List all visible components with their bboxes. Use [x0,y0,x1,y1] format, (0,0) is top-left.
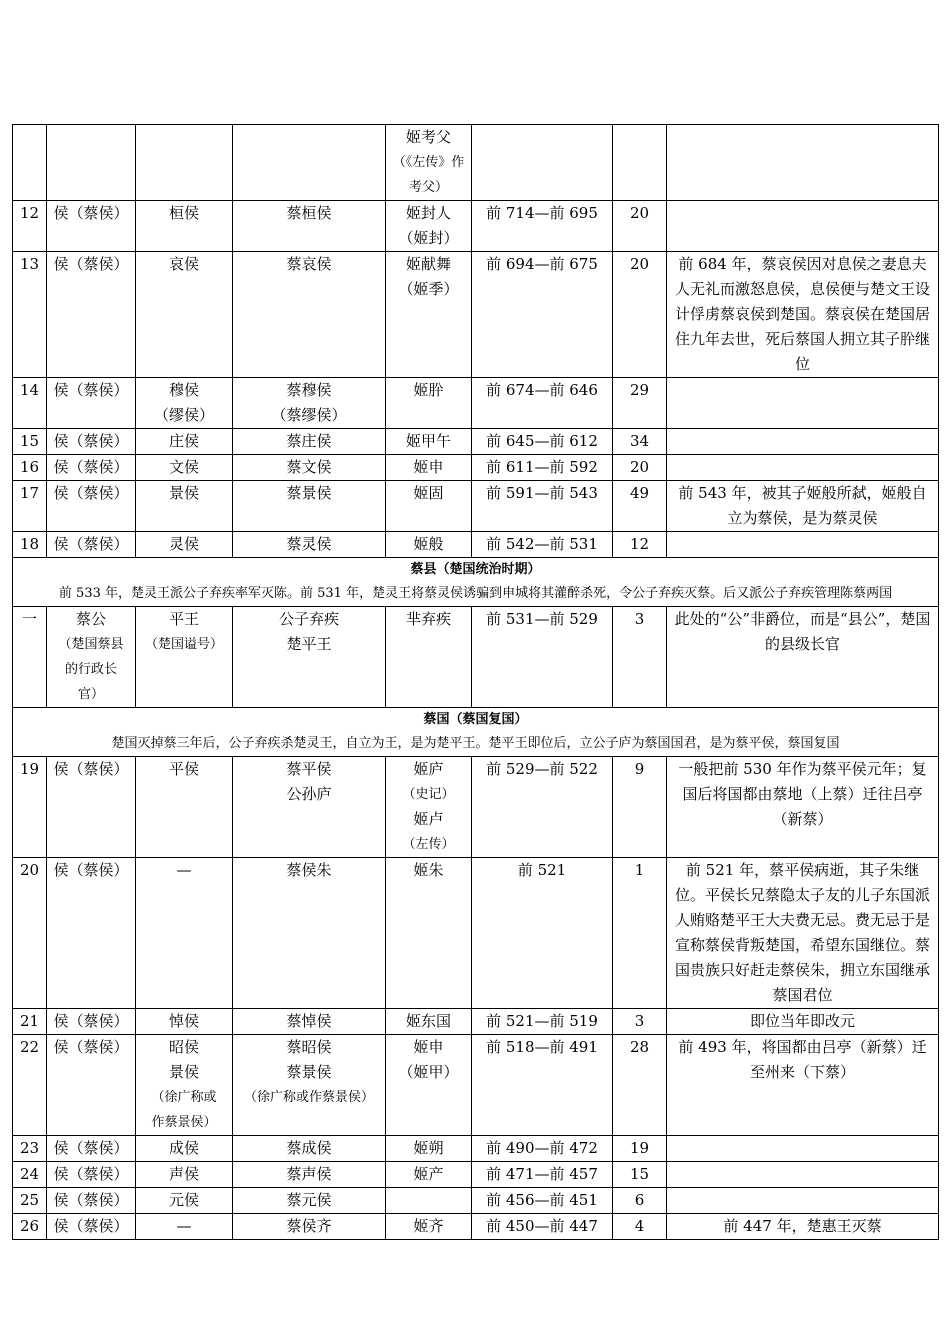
name-text: 蔡桓侯 [286,204,332,222]
cell-number: 20 [13,858,47,1009]
cell-notes [667,125,939,201]
table-row [13,201,939,252]
title-text: 蔡公 [75,610,106,628]
cell-notes: 前 493 年，将国都由吕亭（新蔡）迁至州来（下蔡） [667,1035,939,1136]
surname-note: 考父） [408,180,448,195]
cell-posthumous [136,1035,233,1136]
cell-notes: 前 521 年，蔡平侯病逝，其子朱继位。平侯长兄蔡隐太子友的儿子东国派人贿赂楚平王大夫费无忌。费无忌于是宣称蔡侯背叛楚国，希望东国继位。蔡国贵族只好赶走蔡侯朱，拥立东国继承蔡国君位 [667,858,939,1009]
rulers-table [12,124,939,1240]
cell-years: 6 [613,1188,667,1214]
cell-title: 侯（蔡侯） [47,1009,136,1035]
table-row [13,1136,939,1162]
cell-notes [667,201,939,252]
cell-years: 29 [613,378,667,429]
cell-number [13,125,47,201]
posthumous-note: 作蔡景侯） [151,1115,217,1130]
cell-reign: 前 694—前 675 [472,252,613,378]
section-restored [13,708,939,757]
cell-notes: 此处的“公”非爵位，而是“县公”，楚国的县级长官 [667,607,939,708]
cell-reign: 前 714—前 695 [472,201,613,252]
cell-number: 14 [13,378,47,429]
cell-name [233,252,386,378]
name-text: 蔡侯朱 [286,861,332,879]
surname-text: 姬朱 [413,861,444,879]
surname-text: 姬产 [413,1165,444,1183]
cell-surname [386,1136,472,1162]
cell-reign: 前 674—前 646 [472,378,613,429]
posthumous-text: 声侯 [168,1165,199,1183]
cell-years: 19 [613,1136,667,1162]
posthumous-text: 桓侯 [168,204,199,222]
table-row [13,607,939,708]
cell-reign [472,125,613,201]
cell-name [233,481,386,532]
section-description: 前 533 年，楚灵王派公子弃疾率军灭陈。前 531 年，楚灵王将蔡灵侯诱骗到申城将其灌醉杀死，令公子弃疾灭蔡。后又派公子弃疾管理陈蔡两国 [58,586,893,601]
cell-name [233,1035,386,1136]
cell-reign: 前 521—前 519 [472,1009,613,1035]
surname-note: （《左传》作 [392,155,465,170]
table-body-early [13,125,939,558]
cell-number: 22 [13,1035,47,1136]
posthumous-text: 成侯 [168,1139,199,1157]
cell-years: 12 [613,532,667,558]
cell-notes [667,532,939,558]
cell-reign: 前 471—前 457 [472,1162,613,1188]
name-text: 蔡侯齐 [286,1217,332,1235]
posthumous-text: 元侯 [168,1191,199,1209]
name-text: 蔡元侯 [286,1191,332,1209]
title-note: （楚国蔡县 [58,637,124,652]
cell-years: 3 [613,1009,667,1035]
name-text: 蔡文侯 [286,458,332,476]
table-row [13,455,939,481]
surname-text: 姬肸 [413,381,444,399]
surname-text: 姬卢 [413,810,444,828]
cell-title: 侯（蔡侯） [47,429,136,455]
name-text: 蔡庄侯 [286,432,332,450]
section-title: 蔡县（楚国统治时期） [410,562,541,577]
cell-name [233,532,386,558]
name-text: 蔡景侯 [286,1063,332,1081]
cell-years: 4 [613,1214,667,1240]
cell-surname [386,1035,472,1136]
cell-surname [386,757,472,858]
posthumous-text: 景侯 [168,1063,199,1081]
cell-notes [667,1188,939,1214]
cell-reign: 前 521 [472,858,613,1009]
cell-reign: 前 450—前 447 [472,1214,613,1240]
posthumous-note: （楚国谥号） [144,637,223,652]
table-row [13,1188,939,1214]
cell-surname [386,1009,472,1035]
cell-name [233,1162,386,1188]
section-description: 楚国灭掉蔡三年后，公子弃疾杀楚灵王，自立为王，是为楚平王。楚平王即位后，立公子庐为蔡国国君，是为蔡平侯，蔡国复国 [111,736,840,751]
surname-note: （史记） [402,787,455,802]
cell-years [613,125,667,201]
cell-name [233,607,386,708]
title-note: 官） [77,687,104,702]
cell-notes [667,455,939,481]
cell-notes: 前 447 年，楚惠王灭蔡 [667,1214,939,1240]
cell-years: 15 [613,1162,667,1188]
name-text: 蔡悼侯 [286,1012,332,1030]
name-text: 蔡穆侯 [286,381,332,399]
surname-text: 姬申 [413,458,444,476]
posthumous-note: （徐广称或 [151,1090,217,1105]
name-text: 公孙庐 [286,785,332,803]
cell-notes: 一般把前 530 年作为蔡平侯元年；复国后将国都由蔡地（上蔡）迁往吕亭（新蔡） [667,757,939,858]
name-text: 蔡昭侯 [286,1038,332,1056]
cell-number: 19 [13,757,47,858]
cell-surname [386,378,472,429]
table-row [13,1035,939,1136]
name-text: 蔡灵侯 [286,535,332,553]
cell-name [233,1136,386,1162]
surname-text: （姬甲） [398,1063,459,1081]
posthumous-text: 悼侯 [168,1012,199,1030]
section-header-restored [13,708,939,757]
posthumous-text: 穆侯 [168,381,199,399]
name-note: （徐广称或作蔡景侯） [243,1090,374,1105]
cell-title: 侯（蔡侯） [47,481,136,532]
cell-posthumous [136,429,233,455]
cell-title: 侯（蔡侯） [47,252,136,378]
cell-name [233,455,386,481]
cell-years: 20 [613,455,667,481]
cell-title: 侯（蔡侯） [47,378,136,429]
surname-text: （姬季） [398,280,459,298]
table-row [13,252,939,378]
surname-text: 姬封人 [405,204,451,222]
cell-years: 1 [613,858,667,1009]
cell-surname [386,532,472,558]
name-text: 蔡景侯 [286,484,332,502]
name-text: 蔡平侯 [286,760,332,778]
cell-posthumous [136,607,233,708]
table-row [13,481,939,532]
cell-years: 9 [613,757,667,858]
posthumous-text: 灵侯 [168,535,199,553]
cell-posthumous [136,858,233,1009]
surname-text: 姬齐 [413,1217,444,1235]
cell-years: 34 [613,429,667,455]
table-row [13,378,939,429]
cell-title: 侯（蔡侯） [47,858,136,1009]
cell-number: 21 [13,1009,47,1035]
cell-notes: 即位当年即改元 [667,1009,939,1035]
cell-number: 12 [13,201,47,252]
surname-text: 姬庐 [413,760,444,778]
cell-title [47,125,136,201]
posthumous-text: 平王 [168,610,199,628]
name-text: 蔡哀侯 [286,255,332,273]
cell-years: 20 [613,252,667,378]
surname-note: （左传） [402,837,455,852]
cell-surname: 芈弃疾 [386,607,472,708]
table-row [13,532,939,558]
cell-posthumous [136,532,233,558]
posthumous-text: 昭侯 [168,1038,199,1056]
posthumous-text: （缪侯） [153,406,214,424]
cell-reign: 前 645—前 612 [472,429,613,455]
cell-title: 侯（蔡侯） [47,1188,136,1214]
posthumous-text: 景侯 [168,484,199,502]
cell-posthumous [136,125,233,201]
table-row [13,858,939,1009]
cell-name [233,858,386,1009]
posthumous-text: — [176,861,192,879]
cell-reign: 前 542—前 531 [472,532,613,558]
cell-name [233,201,386,252]
cell-name [233,1214,386,1240]
section-county [13,558,939,708]
title-note: 的行政长 [64,662,117,677]
cell-title [47,607,136,708]
cell-number: 25 [13,1188,47,1214]
cell-notes [667,378,939,429]
posthumous-text: 庄侯 [168,432,199,450]
surname-text: 姬申 [413,1038,444,1056]
name-text: （蔡缪侯） [271,406,347,424]
cell-reign: 前 591—前 543 [472,481,613,532]
cell-posthumous [136,757,233,858]
name-text: 蔡成侯 [286,1139,332,1157]
cell-notes [667,429,939,455]
cell-surname [386,1162,472,1188]
cell-posthumous [136,378,233,429]
cell-surname [386,1214,472,1240]
surname-text: 姬献舞 [405,255,451,273]
surname-text: （姬封） [398,229,459,247]
cell-number: 26 [13,1214,47,1240]
cell-surname [386,125,472,201]
cell-reign: 前 456—前 451 [472,1188,613,1214]
cell-name [233,757,386,858]
cell-posthumous [136,201,233,252]
cell-number: 18 [13,532,47,558]
section-title: 蔡国（蔡国复国） [423,712,528,727]
cell-years: 28 [613,1035,667,1136]
cell-posthumous [136,455,233,481]
cell-notes [667,1136,939,1162]
cell-name [233,1009,386,1035]
name-text: 公子弃疾 [278,610,339,628]
cell-reign: 前 611—前 592 [472,455,613,481]
cell-title: 侯（蔡侯） [47,532,136,558]
surname-text: 姬般 [413,535,444,553]
posthumous-text: 文侯 [168,458,199,476]
cell-reign: 前 490—前 472 [472,1136,613,1162]
cell-posthumous [136,1136,233,1162]
cell-years: 49 [613,481,667,532]
name-text: 楚平王 [286,635,332,653]
cell-title: 侯（蔡侯） [47,1162,136,1188]
cell-number: 15 [13,429,47,455]
cell-notes: 前 543 年，被其子姬般所弑，姬般自立为蔡侯，是为蔡灵侯 [667,481,939,532]
cell-posthumous [136,481,233,532]
cell-title: 侯（蔡侯） [47,1214,136,1240]
posthumous-text: 平侯 [168,760,199,778]
cell-name [233,125,386,201]
cell-title: 侯（蔡侯） [47,757,136,858]
cell-surname [386,429,472,455]
table-row [13,125,939,201]
cell-name [233,378,386,429]
cell-number: 一 [13,607,47,708]
cell-title: 侯（蔡侯） [47,201,136,252]
cell-title: 侯（蔡侯） [47,1136,136,1162]
cell-surname [386,481,472,532]
posthumous-text: 哀侯 [168,255,199,273]
cell-surname [386,252,472,378]
surname-text: 姬考父 [405,128,451,146]
cell-number: 13 [13,252,47,378]
cell-name [233,429,386,455]
cell-posthumous [136,1214,233,1240]
cell-number: 17 [13,481,47,532]
cell-years: 3 [613,607,667,708]
table-row [13,1214,939,1240]
cell-title: 侯（蔡侯） [47,455,136,481]
cell-surname [386,1188,472,1214]
cell-reign: 前 529—前 522 [472,757,613,858]
table-body-late [13,757,939,1240]
cell-title: 侯（蔡侯） [47,1035,136,1136]
table-row [13,1009,939,1035]
surname-text: 姬朔 [413,1139,444,1157]
table-row [13,757,939,858]
cell-posthumous [136,1188,233,1214]
section-header-county [13,558,939,607]
cell-surname [386,201,472,252]
cell-surname [386,858,472,1009]
surname-text: 姬固 [413,484,444,502]
cell-reign: 前 518—前 491 [472,1035,613,1136]
table-row [13,429,939,455]
surname-text: 姬东国 [405,1012,451,1030]
cell-reign: 前 531—前 529 [472,607,613,708]
cell-posthumous [136,1162,233,1188]
surname-text: 姬甲午 [405,432,451,450]
cell-posthumous [136,1009,233,1035]
posthumous-text: — [176,1217,192,1235]
cell-surname [386,455,472,481]
cell-number: 16 [13,455,47,481]
table-row [13,1162,939,1188]
cell-posthumous [136,252,233,378]
cell-number: 24 [13,1162,47,1188]
name-text: 蔡声侯 [286,1165,332,1183]
cell-name [233,1188,386,1214]
cell-years: 20 [613,201,667,252]
cell-notes [667,1162,939,1188]
cell-number: 23 [13,1136,47,1162]
cell-notes: 前 684 年，蔡哀侯因对息侯之妻息夫人无礼而激怒息侯，息侯便与楚文王设计俘虏蔡哀侯到楚国。蔡哀侯在楚国居住九年去世，死后蔡国人拥立其子肸继位 [667,252,939,378]
